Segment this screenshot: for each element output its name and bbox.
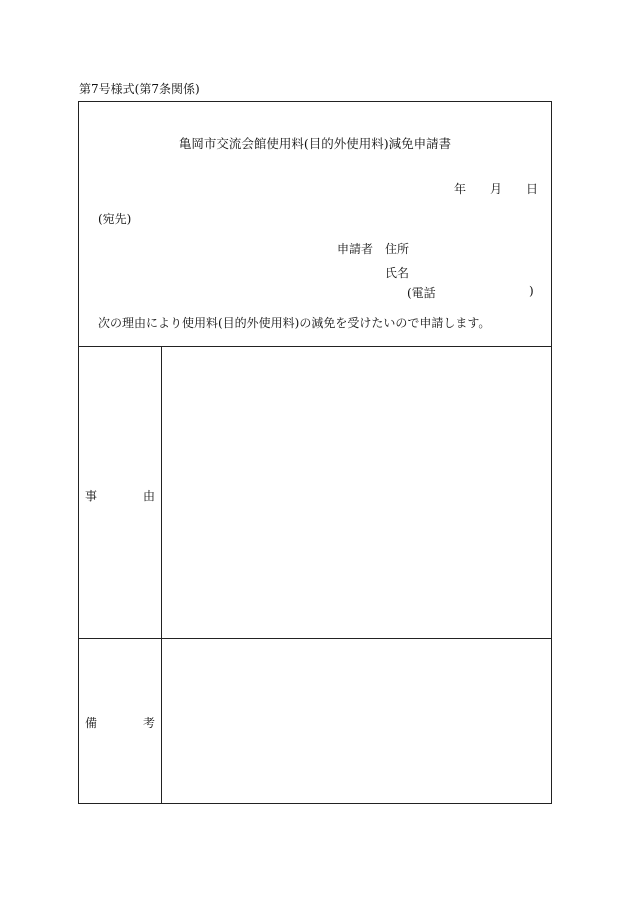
application-statement: 次の理由により使用料(目的外使用料)の減免を受けたいので申請します。 — [98, 316, 491, 330]
name-label: 氏名 — [385, 266, 410, 280]
remarks-label — [85, 714, 155, 731]
remarks-label-char-1: 備 — [85, 716, 98, 730]
reason-field[interactable] — [162, 347, 551, 638]
reason-label-char-1: 事 — [85, 489, 98, 503]
date-year-label: 年 — [454, 182, 467, 196]
date-day-label: 日 — [526, 182, 539, 196]
date-month-label: 月 — [490, 182, 503, 196]
reason-label-char-2: 由 — [142, 489, 155, 503]
reason-row — [79, 347, 551, 639]
reason-label-cell — [79, 347, 162, 638]
address-label: 住所 — [385, 242, 410, 256]
applicant-label: 申請者 — [337, 242, 374, 256]
reason-label — [85, 487, 155, 504]
phone-close-paren: ) — [529, 284, 534, 298]
form-title: 亀岡市交流会館使用料(目的外使用料)減免申請書 — [178, 136, 452, 151]
remarks-field[interactable] — [162, 639, 551, 803]
application-form-sheet — [78, 101, 552, 804]
phone-label: (電話 — [407, 286, 436, 300]
remarks-row — [79, 639, 551, 803]
addressee-label: (宛先) — [98, 212, 132, 226]
form-header-section — [79, 102, 551, 347]
remarks-label-cell — [79, 639, 162, 803]
form-number: 第7号様式(第7条関係) — [79, 82, 200, 96]
remarks-label-char-2: 考 — [142, 716, 155, 730]
